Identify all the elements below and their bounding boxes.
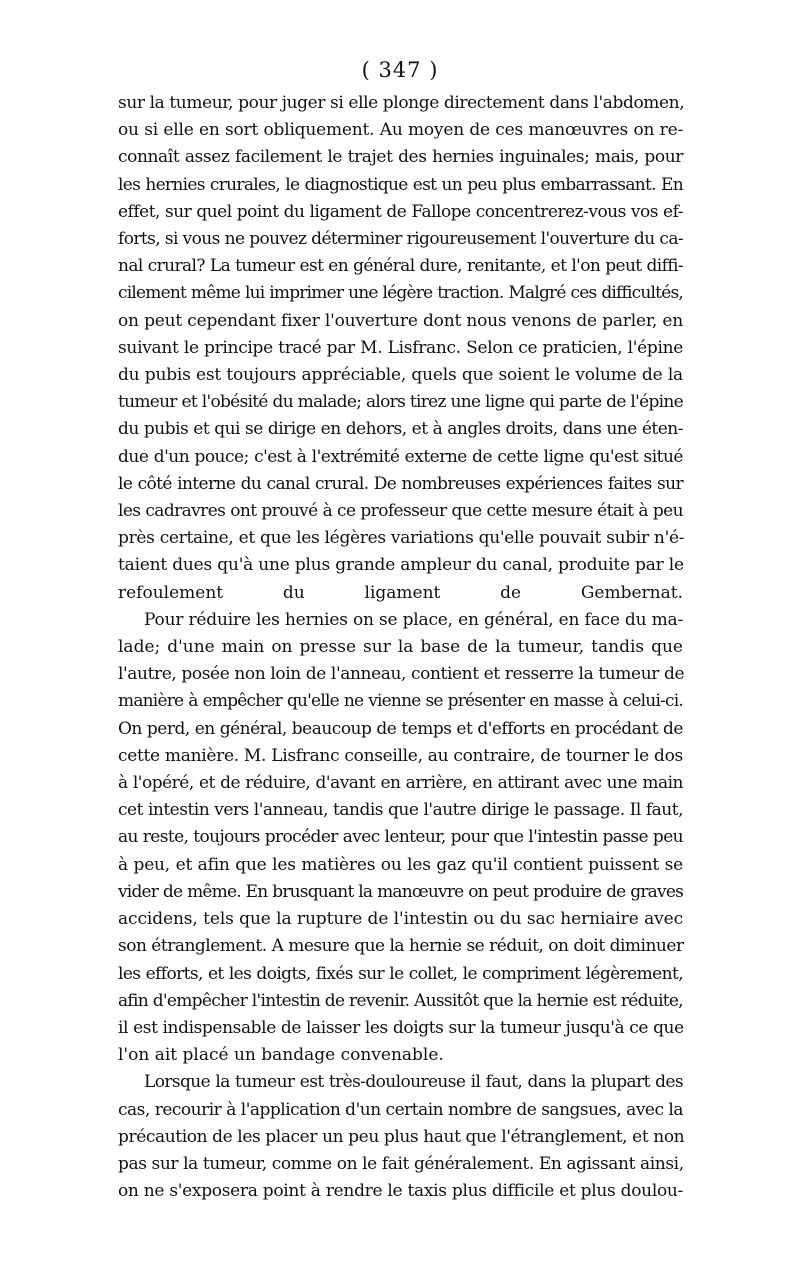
paragraph-1 [118, 90, 683, 607]
text-line: manière à empêcher qu'elle ne vienne se présenter en masse à celui-ci. [118, 691, 683, 712]
text-line: son étranglement. A mesure que la hernie se réduit, on doit diminuer [118, 936, 684, 957]
text-line: taient dues qu'à une plus grande ampleur du canal, produite par le [118, 555, 684, 576]
paragraph-2 [118, 607, 683, 1069]
text-line: lade; d'une main on presse sur la base de la tumeur, tandis que [118, 637, 683, 658]
text-line: pas sur la tumeur, comme on le fait généralement. En agissant ainsi, [118, 1153, 684, 1174]
text-line: cet intestin vers l'anneau, tandis que l'autre dirige le passage. Il faut, [118, 800, 683, 821]
text-line: précaution de les placer un peu plus haut que l'étranglement, et non [118, 1126, 685, 1147]
text-line: près certaine, et que les légères variations qu'elle pouvait subir n'é- [118, 528, 685, 549]
text-line: du pubis est toujours appréciable, quels que soient le volume de la [118, 365, 683, 386]
text-line: on peut cependant fixer l'ouverture dont nous venons de parler, en [118, 310, 683, 331]
text-line: ou si elle en sort obliquement. Au moyen de ces manœuvres on re- [118, 120, 683, 141]
text-line: du pubis et qui se dirige en dehors, et à angles droits, dans une éten- [118, 419, 683, 440]
text-line: connaît assez facilement le trajet des hernies inguinales; mais, pour [118, 147, 683, 168]
text-line: On perd, en général, beaucoup de temps et d'efforts en procédant de [118, 718, 683, 739]
text-line: Pour réduire les hernies on se place, en général, en face du ma- [144, 609, 683, 630]
text-line: suivant le principe tracé par M. Lisfranc. Selon ce praticien, l'épine [118, 337, 683, 358]
text-line: afin d'empêcher l'intestin de revenir. Aussitôt que la hernie est réduite, [118, 990, 683, 1011]
body-text [118, 90, 683, 1205]
page-number: ( 347 ) [361, 58, 439, 82]
text-line: nal crural? La tumeur est en général dure, renitante, et l'on peut diffi- [118, 256, 683, 277]
text-line: Lorsque la tumeur est très-douloureuse il faut, dans la plupart des [144, 1072, 683, 1093]
text-line: les efforts, et les doigts, fixés sur le collet, le compriment légèrement, [118, 963, 683, 984]
text-line: on ne s'exposera point à rendre le taxis plus difficile et plus doulou- [118, 1181, 683, 1202]
text-line: forts, si vous ne pouvez déterminer rigoureusement l'ouverture du ca- [118, 229, 683, 250]
text-line: l'autre, posée non loin de l'anneau, contient et resserre la tumeur de [118, 664, 685, 685]
text-line: cilement même lui imprimer une légère traction. Malgré ces difficultés, [118, 283, 683, 304]
text-line: due d'un pouce; c'est à l'extrémité externe de cette ligne qu'est situé [118, 446, 683, 467]
text-line: tumeur et l'obésité du malade; alors tirez une ligne qui parte de l'épine [118, 392, 683, 413]
text-line: effet, sur quel point du ligament de Fallope concentrerez-vous vos ef- [118, 201, 683, 222]
text-line: refoulement du ligament de Gembernat. [118, 582, 683, 603]
text-line: cas, recourir à l'application d'un certain nombre de sangsues, avec la [118, 1099, 683, 1120]
text-line: le côté interne du canal crural. De nombreuses expériences faites sur [118, 473, 683, 494]
text-line: les hernies crurales, le diagnostique est un peu plus embarrassant. En [118, 174, 683, 195]
paragraph-3 [118, 1069, 683, 1205]
text-line: vider de même. En brusquant la manœuvre on peut produire de graves [118, 881, 683, 902]
text-line: à peu, et afin que les matières ou les gaz qu'il contient puissent se [118, 854, 683, 875]
text-line: l'on ait placé un bandage convenable. [118, 1045, 444, 1066]
text-line: il est indispensable de laisser les doigts sur la tumeur jusqu'à ce que [118, 1017, 684, 1038]
text-line: au reste, toujours procéder avec lenteur, pour que l'intestin passe peu [118, 827, 683, 848]
text-line: cette manière. M. Lisfranc conseille, au contraire, de tourner le dos [118, 745, 683, 766]
text-line: à l'opéré, et de réduire, d'avant en arrière, en attirant avec une main [118, 773, 683, 794]
text-line: les cadravres ont prouvé à ce professeur que cette mesure était à peu [118, 501, 683, 522]
text-line: accidens, tels que la rupture de l'intestin ou du sac herniaire avec [118, 909, 683, 930]
text-line: sur la tumeur, pour juger si elle plonge directement dans l'abdomen, [118, 93, 685, 113]
